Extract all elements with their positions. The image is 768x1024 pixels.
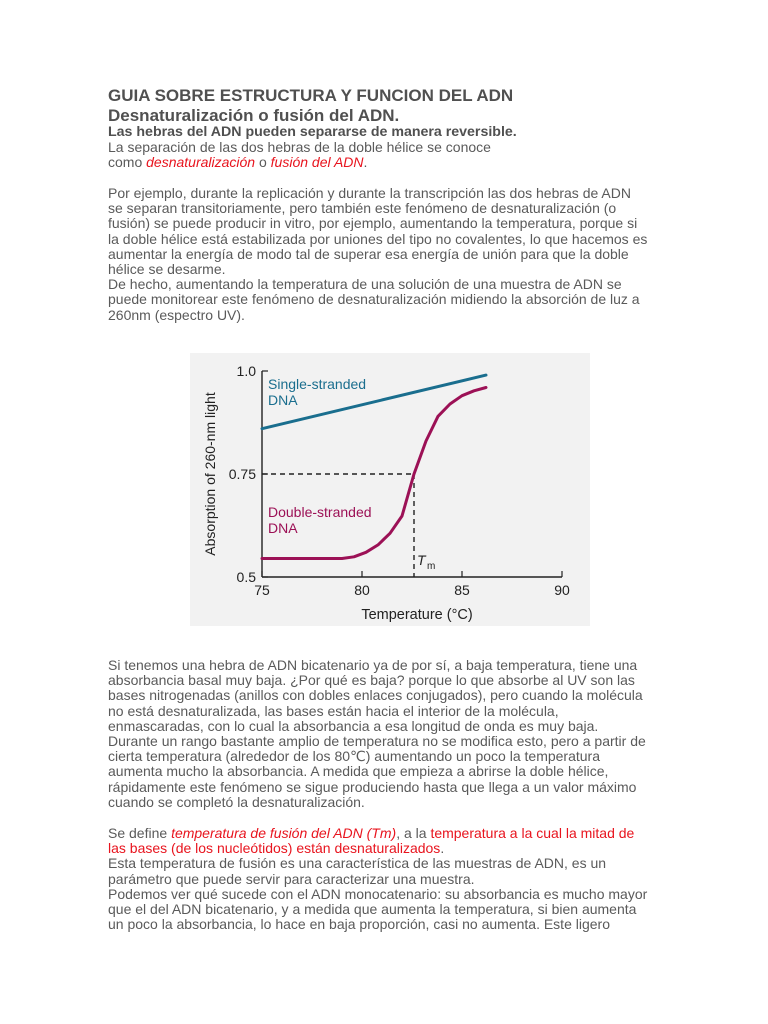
paragraph-line: se separan transitoriamente, pero también este fenómeno de desnaturalización (o bbox=[108, 200, 617, 217]
x-tick-label: 75 bbox=[254, 582, 270, 598]
document-subtitle: Desnaturalización o fusión del ADN. bbox=[108, 106, 400, 125]
tm-subscript: m bbox=[427, 561, 436, 572]
x-tick-label: 80 bbox=[354, 582, 370, 598]
y-tick-label: 0.75 bbox=[228, 466, 256, 482]
paragraph-line: Si tenemos una hebra de ADN bicatenario ya de por sí, a baja temperatura, tiene una bbox=[108, 657, 638, 673]
paragraph-lines bbox=[108, 856, 647, 932]
tm-label: T bbox=[417, 552, 426, 568]
melting-curve-chart bbox=[190, 353, 590, 626]
paragraph-example bbox=[108, 186, 647, 323]
double-stranded-label: Double-stranded bbox=[268, 504, 372, 520]
paragraph-line: bases nitrogenadas (anillos con dobles enlaces conjugados), pero cuando la molécula bbox=[108, 687, 643, 704]
paragraph-line: cuando se completó la desnaturalización. bbox=[108, 793, 365, 810]
paragraph-line: puede monitorear este fenómeno de desnaturalización midiendo la absorción de luz a bbox=[108, 291, 640, 308]
x-tick-label: 85 bbox=[454, 582, 470, 598]
paragraph-line: cierta temperatura (alrededor de los 80℃) aumentando un poco la temperatura bbox=[108, 748, 601, 765]
paragraph-line: no está desnaturalizada, las bases están hacia el interior de la molécula, bbox=[108, 702, 559, 719]
double-stranded-label: DNA bbox=[268, 520, 298, 536]
paragraph-line: 260nm (espectro UV). bbox=[108, 306, 245, 323]
definition-red-text: las bases (de los nucleótidos) están desnaturalizados bbox=[108, 840, 441, 857]
term-denaturation: desnaturalización bbox=[146, 154, 256, 171]
document-title: GUIA SOBRE ESTRUCTURA Y FUNCION DEL ADN bbox=[108, 86, 514, 105]
paragraph-tm-definition bbox=[108, 826, 647, 932]
x-tick-label: 90 bbox=[554, 582, 570, 598]
paragraph-line: un poco la absorbancia, lo hace en baja proporción, casi no aumenta. Este ligero bbox=[108, 916, 610, 933]
definition-line: Se define temperatura de fusión del ADN (Tm), a la temperatura a la cual la mitad de bbox=[108, 825, 635, 841]
paragraph-line: hélice se desarme. bbox=[108, 261, 226, 278]
term-fusion: fusión del ADN bbox=[270, 154, 364, 171]
dna-melting-figure bbox=[190, 353, 590, 626]
paragraph-line: absorbancia basal muy baja. ¿Por qué es baja? porque lo que absorbe al UV son las bbox=[108, 672, 635, 689]
paragraph-line: rápidamente este fenómeno se sigue produciendo hasta que llega a un valor máximo bbox=[108, 778, 637, 795]
paragraph-line: parámetro que puede servir para caracterizar una muestra. bbox=[108, 870, 475, 887]
single-stranded-label: Single-stranded bbox=[268, 376, 367, 392]
paragraph-absorbance bbox=[108, 658, 646, 810]
paragraph-line: De hecho, aumentando la temperatura de una solución de una muestra de ADN se bbox=[108, 276, 622, 293]
term-tm: temperatura de fusión del ADN (Tm) bbox=[171, 825, 397, 841]
y-tick-label: 0.5 bbox=[236, 569, 256, 585]
y-axis-label: Absorption of 260-nm light bbox=[202, 392, 218, 556]
paragraph-line: aumenta mucho la absorbancia. A medida que empieza a abrirse la doble hélice, bbox=[108, 763, 609, 780]
paragraph-line: que el del ADN bicatenario, y a medida que aumenta la temperatura, si bien aumenta bbox=[108, 901, 637, 918]
paragraph-line: Podemos ver qué sucede con el ADN monocatenario: su absorbancia es mucho mayor bbox=[108, 885, 648, 902]
single-stranded-label: DNA bbox=[268, 392, 298, 408]
intro-paragraph bbox=[108, 140, 491, 170]
paragraph-line: fusión) se puede producir in vitro, por ejemplo, aumentando la temperatura, porque si bbox=[108, 215, 638, 232]
paragraph-line: la doble hélice está estabilizada por uniones del tipo no covalentes, lo que hacemos es bbox=[108, 230, 648, 247]
lead-sentence: Las hebras del ADN pueden separarse de manera reversible. bbox=[108, 124, 517, 140]
paragraph-line: aumentar la energía de modo tal de superar esa energía de unión para que la doble bbox=[108, 245, 629, 262]
intro-line: La separación de las dos hebras de la doble hélice se conoce bbox=[108, 139, 491, 155]
paragraph-line: enmascaradas, con lo cual la absorbancia a esa longitud de onda es muy baja. bbox=[108, 717, 599, 734]
x-axis-label: Temperature (°C) bbox=[361, 607, 473, 623]
paragraph-line: Durante un rango bastante amplio de temperatura no se modifica esto, pero a partir de bbox=[108, 733, 646, 750]
y-tick-label: 1.0 bbox=[236, 363, 256, 379]
intro-line: como desnaturalización o fusión del ADN. bbox=[108, 154, 368, 171]
paragraph-line: Esta temperatura de fusión es una característica de las muestras de ADN, es un bbox=[108, 855, 607, 872]
paragraph-line: Por ejemplo, durante la replicación y durante la transcripción las dos hebras de ADN bbox=[108, 185, 631, 201]
definition-red-text: temperatura a la cual la mitad de bbox=[430, 825, 635, 841]
definition-line: las bases (de los nucleótidos) están desnaturalizados. bbox=[108, 840, 445, 857]
